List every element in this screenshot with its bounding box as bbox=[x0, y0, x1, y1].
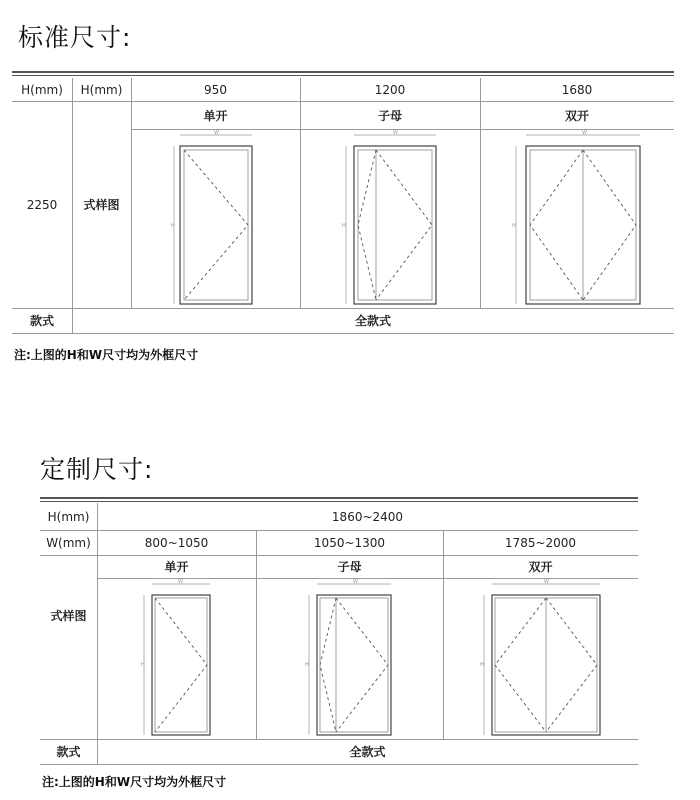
custom-style-label: 式样图 bbox=[50, 608, 87, 623]
grid-line bbox=[12, 333, 674, 334]
custom-header-h: H(mm) bbox=[47, 509, 90, 524]
custom-top-rule-thin bbox=[40, 501, 638, 502]
standard-top-rule bbox=[12, 71, 674, 73]
svg-text:H: H bbox=[512, 223, 516, 229]
custom-width-single: 800~1050 bbox=[144, 535, 209, 550]
svg-text:W: W bbox=[544, 579, 549, 585]
custom-mother-child-door-diagram bbox=[303, 581, 398, 737]
single-door-diagram bbox=[170, 132, 260, 307]
type-mother-child: 子母 bbox=[377, 108, 402, 123]
style-label: 式样图 bbox=[83, 198, 120, 212]
double-door-diagram bbox=[510, 132, 645, 307]
type-double: 双开 bbox=[564, 108, 589, 123]
svg-text:H: H bbox=[171, 223, 175, 229]
svg-text:W: W bbox=[353, 579, 358, 585]
svg-text:W: W bbox=[582, 130, 587, 136]
custom-type-mother-child: 子母 bbox=[337, 560, 362, 574]
custom-footer-value: 全款式 bbox=[349, 745, 386, 759]
type-single: 单开 bbox=[203, 108, 228, 123]
header-w: H(mm) bbox=[80, 82, 123, 97]
custom-footer-label: 款式 bbox=[56, 745, 81, 759]
grid-line bbox=[131, 129, 674, 130]
custom-height-range: 1860~2400 bbox=[331, 509, 404, 524]
custom-note: 注:上图的H和W尺寸均为外框尺寸 bbox=[42, 775, 227, 789]
custom-double-door-diagram bbox=[478, 581, 608, 737]
custom-top-rule bbox=[40, 497, 638, 499]
width-1200: 1200 bbox=[374, 82, 406, 97]
custom-title: 定制尺寸: bbox=[40, 455, 154, 484]
mother-child-door-diagram bbox=[338, 132, 448, 307]
custom-header-w: W(mm) bbox=[46, 535, 91, 550]
svg-text:H: H bbox=[141, 662, 145, 668]
standard-top-rule-thin bbox=[12, 75, 674, 76]
svg-text:H: H bbox=[342, 223, 346, 229]
svg-text:H: H bbox=[480, 662, 484, 668]
width-1680: 1680 bbox=[561, 82, 593, 97]
svg-text:W: W bbox=[393, 130, 398, 136]
header-h: H(mm) bbox=[21, 82, 63, 97]
height-value: 2250 bbox=[26, 197, 58, 212]
grid-line bbox=[40, 764, 638, 765]
custom-width-double: 1785~2000 bbox=[504, 535, 577, 550]
svg-text:H: H bbox=[305, 662, 309, 668]
svg-text:W: W bbox=[178, 579, 183, 585]
footer-label: 款式 bbox=[29, 314, 54, 328]
custom-type-single: 单开 bbox=[164, 560, 189, 574]
custom-single-door-diagram bbox=[140, 581, 220, 737]
custom-width-mother-child: 1050~1300 bbox=[313, 535, 386, 550]
footer-value: 全款式 bbox=[354, 314, 391, 328]
standard-note: 注:上图的H和W尺寸均为外框尺寸 bbox=[14, 348, 199, 362]
custom-type-double: 双开 bbox=[528, 560, 553, 574]
width-950: 950 bbox=[204, 82, 227, 97]
svg-text:W: W bbox=[214, 130, 219, 136]
standard-title: 标准尺寸: bbox=[18, 23, 132, 52]
